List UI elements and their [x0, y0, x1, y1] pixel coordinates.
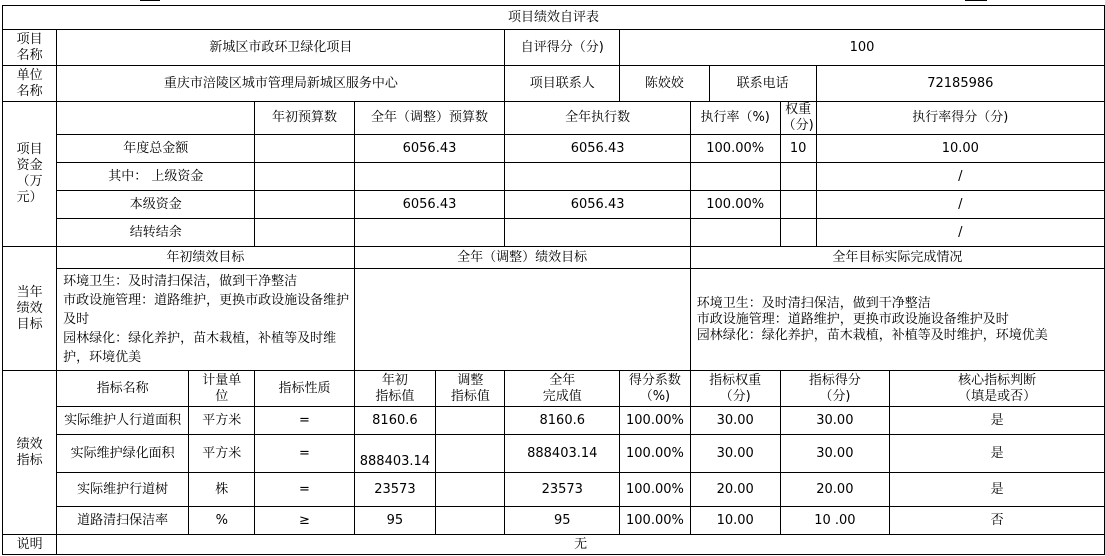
funds-executed: 6056.43: [505, 135, 690, 163]
goals-section-label: 当年 绩效 目标: [3, 247, 57, 371]
goals-adjusted-header: 全年（调整）绩效目标: [354, 247, 690, 269]
ind-coef: 100.00%: [620, 407, 691, 435]
ind-completed: 888403.14: [505, 435, 620, 473]
ind-initial: 95: [354, 507, 436, 535]
ind-adjusted: [436, 507, 505, 535]
ind-header-weight: 指标权重 （分): [690, 371, 780, 407]
goals-actual-header: 全年目标实际完成情况: [690, 247, 1104, 269]
ind-score: 30.00: [780, 407, 890, 435]
note-value: 无: [57, 535, 1105, 555]
funds-rate: [690, 219, 780, 247]
ind-coef: 100.00%: [620, 507, 691, 535]
funds-header-rate: 执行率（%): [690, 102, 780, 135]
ind-nature: ≥: [255, 507, 354, 535]
funds-rate: 100.00%: [690, 135, 780, 163]
ind-header-unit: 计量单 位: [189, 371, 255, 407]
ind-header-adjusted: 调整 指标值: [436, 371, 505, 407]
funds-initial: [255, 163, 354, 191]
ind-unit: %: [189, 507, 255, 535]
phone-label: 联系电话: [709, 66, 816, 102]
ind-completed: 8160.6: [505, 407, 620, 435]
ind-initial: 23573: [354, 473, 436, 507]
funds-executed: [505, 163, 690, 191]
ind-adjusted: [436, 407, 505, 435]
funds-rate: [690, 163, 780, 191]
goals-actual-text: 环境卫生：及时清扫保洁，做到干净整洁 市政设施管理：道路维护，更换市政设施设备维护及时 园林绿化：绿化养护，苗木栽植，补植等及时维护，环境优美: [690, 269, 1104, 371]
funds-adjusted: 6056.43: [354, 191, 505, 219]
ind-unit: 平方米: [189, 407, 255, 435]
ind-header-name: 指标名称: [57, 371, 189, 407]
funds-adjusted: [354, 219, 505, 247]
ind-header-completed: 全年 完成值: [505, 371, 620, 407]
funds-initial: [255, 219, 354, 247]
top-frame-right: [965, 0, 987, 1]
funds-rate: 100.00%: [690, 191, 780, 219]
indicators-section-label: 绩效 指标: [3, 371, 57, 535]
funds-row-label: 本级资金: [57, 191, 255, 219]
ind-weight: 30.00: [690, 435, 780, 473]
funds-header-adjusted: 全年（调整）预算数: [354, 102, 505, 135]
ind-coef: 100.00%: [620, 473, 691, 507]
ind-score: 30.00: [780, 435, 890, 473]
ind-completed: 95: [505, 507, 620, 535]
ind-initial: 8160.6: [354, 407, 436, 435]
unit-name-label: 单位 名称: [3, 66, 57, 102]
funds-initial: [255, 191, 354, 219]
funds-adjusted: 6056.43: [354, 135, 505, 163]
goals-adjusted-text: [354, 269, 690, 371]
ind-coef: 100.00%: [620, 435, 691, 473]
note-label: 说明: [3, 535, 57, 555]
ind-unit: 株: [189, 473, 255, 507]
self-score: 100: [620, 30, 1105, 66]
funds-row-label: 年度总金额: [57, 135, 255, 163]
ind-name: 实际维护绿化面积: [57, 435, 189, 473]
ind-core: 是: [890, 407, 1105, 435]
ind-core: 是: [890, 473, 1105, 507]
ind-header-coef: 得分系数 （%): [620, 371, 691, 407]
ind-nature: =: [255, 407, 354, 435]
self-score-label: 自评得分（分): [505, 30, 620, 66]
unit-name: 重庆市涪陵区城市管理局新城区服务中心: [57, 66, 505, 102]
goals-initial-text: 环境卫生：及时清扫保洁，做到干净整洁 市政设施管理：道路维护，更换市政设施设备维护及时 园林绿化：绿化养护，苗木栽植，补植等及时维护，环境优美: [57, 269, 354, 371]
ind-nature: =: [255, 473, 354, 507]
ind-adjusted: [436, 435, 505, 473]
funds-row-label: 结转结余: [57, 219, 255, 247]
ind-header-initial: 年初 指标值: [354, 371, 436, 407]
ind-score: 20.00: [780, 473, 890, 507]
ind-initial: 888403.14: [354, 435, 436, 473]
funds-header-score: 执行率得分（分): [816, 102, 1104, 135]
funds-weight: [780, 191, 816, 219]
contact-name: 陈姣姣: [620, 66, 710, 102]
ind-adjusted: [436, 473, 505, 507]
project-name: 新城区市政环卫绿化项目: [57, 30, 505, 66]
phone-number: 72185986: [816, 66, 1104, 102]
funds-score: /: [816, 163, 1104, 191]
funds-score: /: [816, 191, 1104, 219]
project-name-label: 项目 名称: [3, 30, 57, 66]
funds-weight: [780, 219, 816, 247]
ind-header-score: 指标得分 （分): [780, 371, 890, 407]
funds-row-label: 其中： 上级资金: [57, 163, 255, 191]
ind-core: 否: [890, 507, 1105, 535]
goals-initial-header: 年初绩效目标: [57, 247, 354, 269]
funds-header-blank: [57, 102, 255, 135]
funds-executed: 6056.43: [505, 191, 690, 219]
ind-nature: =: [255, 435, 354, 473]
ind-header-nature: 指标性质: [255, 371, 354, 407]
ind-completed: 23573: [505, 473, 620, 507]
funds-header-initial: 年初预算数: [255, 102, 354, 135]
ind-score: 10 .00: [780, 507, 890, 535]
ind-weight: 10.00: [690, 507, 780, 535]
funds-initial: [255, 135, 354, 163]
funds-header-executed: 全年执行数: [505, 102, 690, 135]
ind-weight: 20.00: [690, 473, 780, 507]
funds-weight: 10: [780, 135, 816, 163]
funds-score: /: [816, 219, 1104, 247]
ind-weight: 30.00: [690, 407, 780, 435]
ind-name: 道路清扫保洁率: [57, 507, 189, 535]
top-frame-left: [140, 0, 160, 1]
funds-score: 10.00: [816, 135, 1104, 163]
funds-adjusted: [354, 163, 505, 191]
funds-section-label: 项目 资金 （万 元）: [3, 102, 57, 247]
funds-header-weight: 权重 （分): [780, 102, 816, 135]
table-title: 项目绩效自评表: [3, 6, 1105, 30]
contact-label: 项目联系人: [505, 66, 620, 102]
ind-name: 实际维护人行道面积: [57, 407, 189, 435]
ind-unit: 平方米: [189, 435, 255, 473]
ind-header-core: 核心指标判断 （填是或否）: [890, 371, 1105, 407]
performance-table: [2, 5, 1105, 555]
funds-executed: [505, 219, 690, 247]
ind-core: 是: [890, 435, 1105, 473]
ind-name: 实际维护行道树: [57, 473, 189, 507]
funds-weight: [780, 163, 816, 191]
